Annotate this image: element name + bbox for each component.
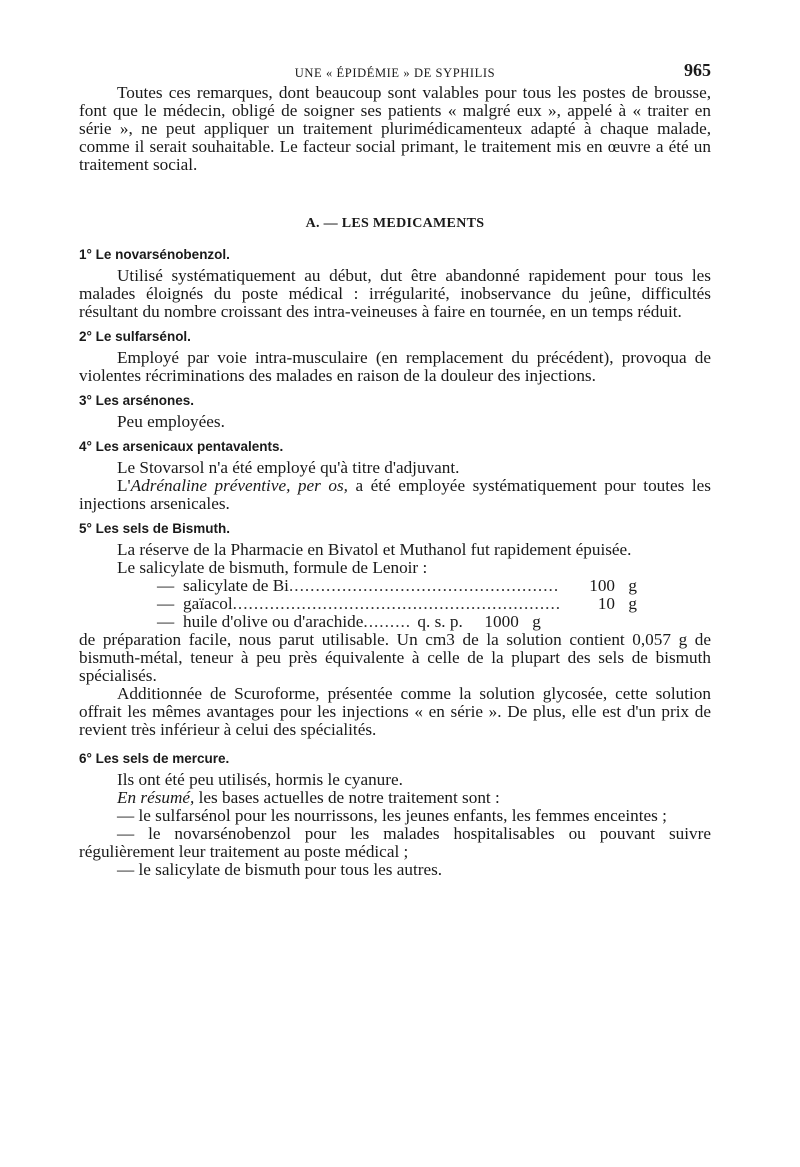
item-2-heading: 2° Le sulfarsénol. — [79, 329, 191, 344]
lenoir-formula — [157, 577, 637, 631]
item-5-heading: 5° Les sels de Bismuth. — [79, 521, 230, 536]
formula-quantity: 100 — [589, 576, 615, 595]
formula-unit: g — [532, 612, 541, 631]
item-6-p2-rest: les bases actuelles de notre traitement sont : — [194, 788, 500, 807]
item-1-paragraph: Utilisé systématiquement au début, dut être abandonné rapidement pour tous les malades éloignés du poste médical : irrégularité, inobservance du jeûne, difficultés résultant du nombre croissant des intra-veineuses à faire en tournée, en un temps réduit. — [79, 266, 711, 321]
formula-ingredient: gaïacol — [183, 594, 233, 613]
summary-list-item: — le salicylate de bismuth pour tous les autres. — [117, 860, 443, 879]
item-1-heading: 1° Le novarsénobenzol. — [79, 247, 230, 262]
summary-list-item: — le novarsénobenzol pour les malades hospitalisables ou pouvant suivre régulièrement leur traitement au poste médical ; — [79, 824, 711, 861]
formula-leader — [289, 577, 559, 595]
formula-dash: — — [157, 612, 175, 631]
item-4-paragraph-2 — [79, 477, 711, 513]
formula-ingredient: salicylate de Bi — [183, 576, 289, 595]
item-6-p2-italic: En résumé, — [117, 788, 195, 807]
formula-leader — [363, 613, 409, 631]
item-5-paragraph-1: La réserve de la Pharmacie en Bivatol et Muthanol fut rapidement épuisée. — [117, 540, 632, 559]
item-4-p2-prefix: L' — [117, 476, 131, 495]
page-number: 965 — [684, 60, 711, 80]
item-4-paragraph-1: Le Stovarsol n'a été employé qu'à titre d'adjuvant. — [117, 458, 460, 477]
formula-row — [157, 595, 637, 613]
formula-row — [157, 613, 637, 631]
running-title: UNE « ÉPIDÉMIE » DE SYPHILIS — [294, 66, 496, 80]
formula-quantity: 1000 — [484, 612, 519, 631]
section-title: A. — LES MEDICAMENTS — [305, 216, 485, 231]
item-5-paragraph-4: Additionnée de Scuroforme, présentée comme la solution glycosée, cette solution offrait les mêmes avantages pour les injections « en série ». De plus, elle est d'un prix de revient très inférieur à celui des spécialités. — [79, 684, 711, 739]
page-header — [79, 58, 711, 82]
item-4-p2-rest: a été employée systématiquement pour toutes les injections arsenicales. — [79, 476, 711, 513]
item-4-heading: 4° Les arsenicaux pentavalents. — [79, 439, 284, 454]
item-5-paragraph-2: Le salicylate de bismuth, formule de Lenoir : — [117, 558, 428, 577]
item-6-paragraph-2 — [79, 789, 711, 807]
formula-dash: — — [157, 576, 175, 595]
formula-unit: g — [628, 594, 637, 613]
item-4-p2-italic: Adrénaline préventive, per os, — [130, 476, 348, 495]
formula-dash: — — [157, 594, 175, 613]
formula-leader — [233, 595, 559, 613]
formula-quantity: 10 — [597, 594, 615, 613]
item-2-paragraph: Employé par voie intra-musculaire (en remplacement du précédent), provoqua de violentes récriminations des malades en raison de la douleur des injections. — [79, 348, 711, 385]
summary-list-item: — le sulfarsénol pour les nourrissons, les jeunes enfants, les femmes enceintes ; — [117, 806, 667, 825]
item-5-paragraph-3: de préparation facile, nous parut utilisable. Un cm3 de la solution contient 0,057 g de bismuth-métal, teneur à peu près équivalente à celle de la plupart des sels de bismuth spécialisés. — [79, 630, 711, 685]
item-6-paragraph-1: Ils ont été peu utilisés, hormis le cyanure. — [117, 770, 403, 789]
page — [79, 58, 711, 879]
formula-qs: q. s. p. — [417, 612, 463, 631]
intro-paragraph: Toutes ces remarques, dont beaucoup sont valables pour tous les postes de brousse, font que le médecin, obligé de soigner ses patients « malgré eux », appelé à « traiter en série », ne peut appliquer un traitement plurimédicamenteux adapté à chaque malade, comme il serait souhaitable. Le facteur social primant, le traitement mis en œuvre a été un traitement social. — [79, 83, 711, 174]
item-3-paragraph: Peu employées. — [117, 412, 225, 431]
formula-unit: g — [628, 576, 637, 595]
formula-ingredient: huile d'olive ou d'arachide — [183, 612, 364, 631]
item-3-heading: 3° Les arsénones. — [79, 393, 194, 408]
item-6-heading: 6° Les sels de mercure. — [79, 751, 230, 766]
formula-row — [157, 577, 637, 595]
